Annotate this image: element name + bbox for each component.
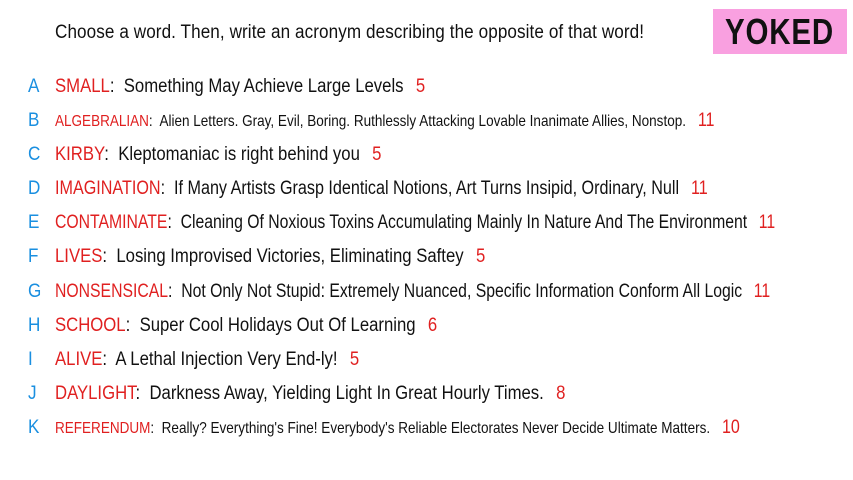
entry-row-d <box>28 176 823 202</box>
entry-row-e <box>28 210 853 236</box>
entry-row-i <box>28 347 401 373</box>
entry-letter: I <box>28 349 33 370</box>
entry-word: ALIVE <box>55 349 103 370</box>
entry-word: NONSENSICAL <box>55 281 169 302</box>
entry-letter: G <box>28 281 42 302</box>
entry-letter: B <box>28 110 40 131</box>
entry-count: 11 <box>753 281 771 302</box>
entry-word: CONTAMINATE <box>55 212 168 233</box>
entry-row-k <box>28 415 853 441</box>
entry-count: 11 <box>697 110 715 131</box>
entry-content: NONSENSICAL: Not Only Not Stupid: Extremely Nuanced, Specific Information Conform All Logic 11 <box>55 281 771 302</box>
entry-acronym: Super Cool Holidays Out Of Learning <box>139 315 416 336</box>
entry-word: IMAGINATION <box>55 178 161 199</box>
entry-row-a <box>28 74 476 100</box>
entry-word: ALGEBRALIAN <box>55 113 149 130</box>
entry-row-f <box>28 244 544 270</box>
entry-row-j <box>28 381 635 407</box>
entry-word: LIVES <box>55 246 103 267</box>
entry-content: ALGEBRALIAN: Alien Letters. Gray, Evil, Boring. Ruthlessly Attacking Lovable Inanimate Allies, Nonstop. 11 <box>55 110 715 131</box>
entry-content: REFERENDUM: Really? Everything's Fine! Everybody's Reliable Electorates Never Decide Ultimate Matters. 10 <box>55 417 740 438</box>
prompt-text: Choose a word. Then, write an acronym describing the opposite of that word! <box>55 22 645 43</box>
entry-content: KIRBY: Kleptomaniac is right behind you 5 <box>55 144 382 165</box>
entry-word: REFERENDUM <box>55 420 151 437</box>
entry-content: SMALL: Something May Achieve Large Levels 5 <box>55 76 426 97</box>
entry-count: 5 <box>372 144 382 165</box>
entry-acronym: Really? Everything's Fine! Everybody's Reliable Electorates Never Decide Ultimate Matters. <box>161 420 711 437</box>
entry-acronym: If Many Artists Grasp Identical Notions, Art Turns Insipid, Ordinary, Null <box>174 178 680 199</box>
badge-label: YOKED <box>725 10 835 52</box>
entry-count: 11 <box>690 178 708 199</box>
entry-content: DAYLIGHT: Darkness Away, Yielding Light In Great Hourly Times. 8 <box>55 383 566 404</box>
entry-letter: H <box>28 315 41 336</box>
entry-acronym: Kleptomaniac is right behind you <box>118 144 360 165</box>
entry-count: 11 <box>758 212 776 233</box>
entry-count: 10 <box>721 417 740 438</box>
entry-content: ALIVE: A Lethal Injection Very End-ly! 5 <box>55 349 360 370</box>
entry-acronym: Cleaning Of Noxious Toxins Accumulating Mainly In Nature And The Environment <box>180 212 748 233</box>
entry-row-b <box>28 108 835 134</box>
entry-letter: E <box>28 212 40 233</box>
entry-count: 5 <box>415 76 426 97</box>
entry-content: SCHOOL: Super Cool Holidays Out Of Learning 6 <box>55 315 438 336</box>
entry-letter: J <box>28 383 37 404</box>
entry-row-h <box>28 313 489 339</box>
entry-acronym: Losing Improvised Victories, Eliminating Saftey <box>116 246 464 267</box>
entry-acronym: Alien Letters. Gray, Evil, Boring. Ruthlessly Attacking Lovable Inanimate Allies, Nonstop. <box>159 113 686 130</box>
entry-count: 8 <box>556 383 566 404</box>
entry-word: KIRBY <box>55 144 105 165</box>
entry-word: SMALL <box>55 76 110 97</box>
entry-letter: K <box>28 417 40 438</box>
entry-acronym: A Lethal Injection Very End-ly! <box>115 349 338 370</box>
entry-letter: D <box>28 178 41 199</box>
entry-count: 5 <box>349 349 360 370</box>
entry-content: IMAGINATION: If Many Artists Grasp Identical Notions, Art Turns Insipid, Ordinary, Null 11 <box>55 178 708 199</box>
entry-acronym: Something May Achieve Large Levels <box>123 76 404 97</box>
entry-word: SCHOOL <box>55 315 126 336</box>
yoked-badge <box>713 9 847 54</box>
entry-count: 5 <box>475 246 486 267</box>
entry-letter: A <box>28 76 40 97</box>
entry-row-c <box>28 142 426 168</box>
entry-word: DAYLIGHT <box>55 383 136 404</box>
entry-row-g <box>28 279 853 305</box>
entry-content: CONTAMINATE: Cleaning Of Noxious Toxins Accumulating Mainly In Nature And The Environment 11 <box>55 212 776 233</box>
entry-acronym: Not Only Not Stupid: Extremely Nuanced, Specific Information Conform All Logic <box>181 281 743 302</box>
entry-acronym: Darkness Away, Yielding Light In Great Hourly Times. <box>149 383 544 404</box>
entry-letter: C <box>28 144 41 165</box>
entry-letter: F <box>28 246 39 267</box>
entry-content: LIVES: Losing Improvised Victories, Eliminating Saftey 5 <box>55 246 486 267</box>
entry-count: 6 <box>427 315 438 336</box>
